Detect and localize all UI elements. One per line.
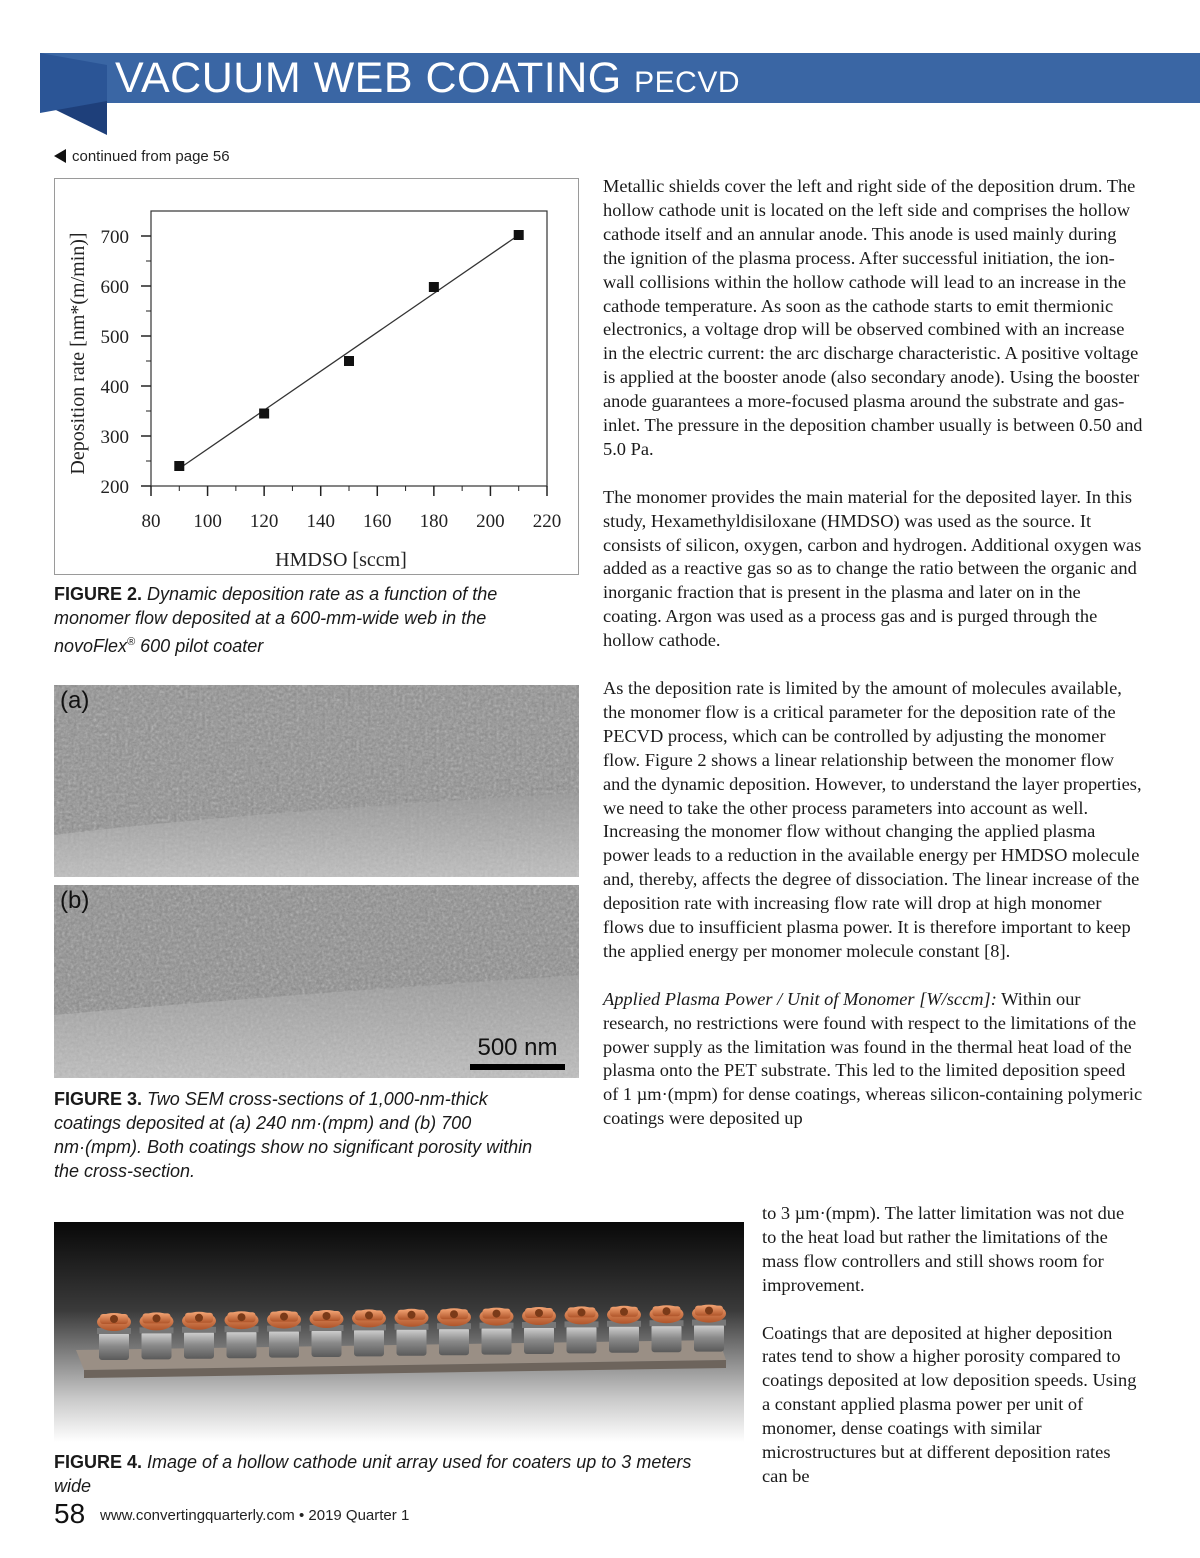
paragraph-3: As the deposition rate is limited by the amount of molecules available, the monomer flow is a critical parameter for the deposition rate of the PECVD process, which can be controlled by adjusting the monomer flow. Figure 2 shows a linear relationship between the monomer flow and the dynamic deposition. However, to understand the layer properties, we need to take the other process parameters into account as well. Increasing the monomer flow without changing the applied plasma power leads to a reduction in the available energy per HMDSO molecule and, thereby, affects the degree of dissociation. The linear increase of the deposition rate with increasing flow rate will drop at high monomer flows due to insufficient plasma power. It is therefore important to keep the applied energy per monomer molecule constant [8].	[603, 678, 1142, 961]
x-tick-label: 120	[249, 511, 279, 532]
figure-2-text: Dynamic deposition rate as a function of the monomer flow deposited at a 600-mm-wide web in the novoFlex	[54, 584, 498, 656]
body-column-narrow	[762, 1202, 1137, 1489]
cathode-unit	[650, 1305, 684, 1352]
paragraph-1: Metallic shields cover the left and right side of the deposition drum. The hollow cathode unit is located on the left side and comprises the hollow cathode itself and an annular anode. This anode is used mainly during the ignition of the plasma process. After successful initiation, the ion-wall collisions within the hollow cathode will lead to an increase in the cathode temperature. As soon as the cathode starts to emit thermionic electronics, a voltage drop will be observed combined with an increase in the electric current: the arc discharge characteristic. A positive voltage is applied at the booster anode (also secondary anode). Using the booster anode guarantees a more-focused plasma around the substrate and gas-inlet. The pressure in the deposition chamber usually is between 0.50 and 5.0 Pa.	[603, 176, 1143, 459]
cathode-unit	[480, 1308, 514, 1355]
y-tick-label: 200	[100, 477, 129, 498]
x-tick-label: 80	[141, 511, 161, 532]
cathode-unit	[437, 1308, 471, 1355]
x-tick-label: 180	[419, 511, 449, 532]
cathode-array-illustration	[54, 1222, 744, 1442]
plot-frame	[151, 211, 547, 486]
paragraph-4-lead: Applied Plasma Power / Unit of Monomer [W/sccm]:	[603, 988, 997, 1009]
sem-image-b	[54, 885, 579, 1078]
y-tick-label: 400	[100, 377, 129, 398]
registered-mark: ®	[127, 636, 136, 648]
data-point	[429, 282, 439, 292]
y-tick-label: 700	[100, 227, 129, 248]
footer-text: www.convertingquarterly.com • 2019 Quarter 1	[100, 1507, 410, 1524]
figure-2-text-end: 600 pilot coater	[135, 636, 264, 656]
figure-2-label: FIGURE 2.	[54, 584, 143, 604]
page-number: 58	[54, 1498, 86, 1529]
continued-note	[54, 148, 230, 165]
cathode-unit	[522, 1307, 556, 1354]
y-tick-label: 600	[100, 277, 129, 298]
figure-2-caption	[54, 582, 564, 658]
paragraph-4	[603, 988, 1143, 1131]
section-title	[115, 55, 740, 106]
sem-label-b: (b)	[60, 887, 90, 914]
figure-4-text: Image of a hollow cathode unit array used for coaters up to 3 meters wide	[54, 1452, 692, 1496]
scale-bar-label: 500 nm	[477, 1034, 558, 1061]
x-tick-label: 100	[193, 511, 222, 532]
cathode-unit	[352, 1309, 386, 1356]
figure-2-chart	[54, 178, 579, 575]
cathode-unit	[395, 1309, 429, 1356]
cathode-unit	[565, 1306, 599, 1353]
figure-3-label: FIGURE 3.	[54, 1089, 143, 1109]
data-point	[514, 230, 524, 240]
cathode-unit	[310, 1310, 344, 1357]
sem-label-a: (a)	[60, 687, 90, 714]
cathode-unit	[182, 1312, 216, 1359]
x-tick-label: 220	[532, 511, 562, 532]
fit-line	[179, 235, 518, 469]
figure-4-photo	[54, 1222, 744, 1442]
figure-3-text: Two SEM cross-sections of 1,000-nm-thick coatings deposited at (a) 240 nm·(mpm) and (b) 700 nm·(mpm). Both coatings show no significant porosity within the cross-section.	[54, 1089, 533, 1181]
x-tick-label: 200	[476, 511, 505, 532]
x-tick-label: 140	[306, 511, 335, 532]
data-point	[344, 356, 354, 366]
sem-image-a	[54, 685, 579, 877]
cathode-unit	[267, 1311, 301, 1358]
back-arrow-icon	[54, 149, 66, 163]
x-tick-label: 160	[363, 511, 392, 532]
cathode-unit	[607, 1306, 641, 1353]
cathode-unit	[225, 1311, 259, 1358]
chart-svg	[55, 179, 578, 574]
x-axis-label: HMDSO [sccm]	[275, 549, 407, 571]
cathode-unit	[692, 1305, 726, 1352]
sem-texture-a	[54, 685, 579, 877]
paragraph-5: Coatings that are deposited at higher deposition rates tend to show a higher porosity compared to coatings deposited at low deposition speeds. Using a constant applied plasma power per unit of monomer, dense coatings with similar microstructures but at different deposition rates can be	[762, 1322, 1137, 1486]
data-point	[259, 409, 269, 419]
y-tick-label: 500	[100, 327, 129, 348]
cathode-unit	[140, 1312, 174, 1359]
paragraph-4-text: Within our research, no restrictions were found with respect to the limitations of the power supply as the limitation was found in the thermal heat load of the plasma onto the PET substrate. This led to the limited deposition speed of 1 µm·(mpm) for dense coatings, whereas silicon-containing polymeric coatings were deposited up	[603, 988, 1143, 1129]
paragraph-4-continued: to 3 µm·(mpm). The latter limitation was not due to the heat load but rather the limitations of the mass flow controllers and still shows room for improvement.	[762, 1203, 1125, 1295]
section-title-main: VACUUM WEB COATING	[115, 54, 622, 102]
figure-4-caption	[54, 1450, 714, 1498]
y-tick-label: 300	[100, 427, 129, 448]
paragraph-2: The monomer provides the main material for the deposited layer. In this study, Hexamethyldisiloxane (HMDSO) was used as the source. It consists of silicon, oxygen, carbon and hydrogen. Additional oxygen was added as a reactive gas so as to change the ratio between the organic and inorganic fraction that is present in the plasma and later on in the coating. Argon was used as a process gas and is purged through the hollow cathode.	[603, 486, 1142, 651]
continued-text: continued from page 56	[72, 148, 230, 165]
figure-3-caption	[54, 1087, 554, 1183]
scale-bar-line	[470, 1064, 565, 1070]
y-axis-label: Deposition rate [nm*(m/min)]	[67, 232, 89, 475]
body-column	[603, 175, 1143, 1131]
scale-bar	[470, 1034, 565, 1070]
cathode-unit	[97, 1313, 131, 1360]
section-title-sub: PECVD	[634, 66, 741, 99]
data-point	[174, 461, 184, 471]
figure-4-label: FIGURE 4.	[54, 1452, 143, 1472]
